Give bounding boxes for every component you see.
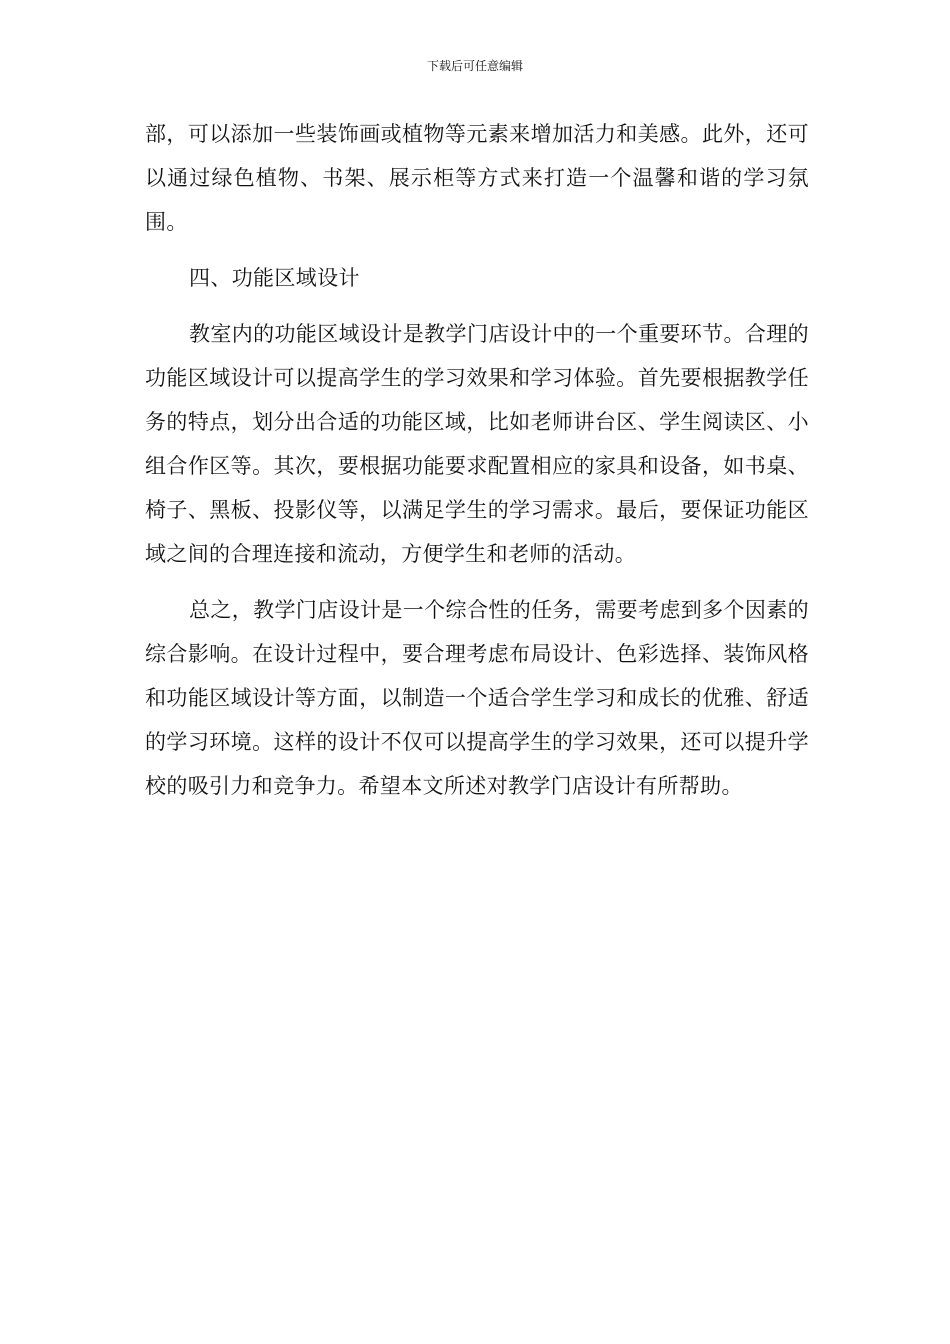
page-header: 下载后可任意编辑 xyxy=(426,59,523,73)
paragraph-functional-areas: 教室内的功能区域设计是教学门店设计中的一个重要环节。合理的功能区域设计可以提高学生的学习效果和学习体验。首先要根据教学任务的特点，划分出合适的功能区域，比如老师讲台区、学生阅读区、小组合作区等。其次，要根据功能要求配置相应的家具和设备，如书桌、椅子、黑板、投影仪等，以满足学生的学习需求。最后，要保证功能区域之间的合理连接和流动，方便学生和老师的活动。 xyxy=(145,322,809,566)
section-heading: 四、功能区域设计 xyxy=(189,266,360,290)
paragraph-conclusion: 总之，教学门店设计是一个综合性的任务，需要考虑到多个因素的综合影响。在设计过程中，要合理考虑布局设计、色彩选择、装饰风格和功能区域设计等方面，以制造一个适合学生学习和成长的优雅、舒适的学习环境。这样的设计不仅可以提高学生的学习效果，还可以提升学校的吸引力和竞争力。希望本文所述对教学门店设计有所帮助。 xyxy=(145,598,809,798)
document-body xyxy=(145,112,809,808)
paragraph-continuation: 部，可以添加一些装饰画或植物等元素来增加活力和美感。此外，还可以通过绿色植物、书架、展示柜等方式来打造一个温馨和谐的学习氛围。 xyxy=(145,122,809,234)
